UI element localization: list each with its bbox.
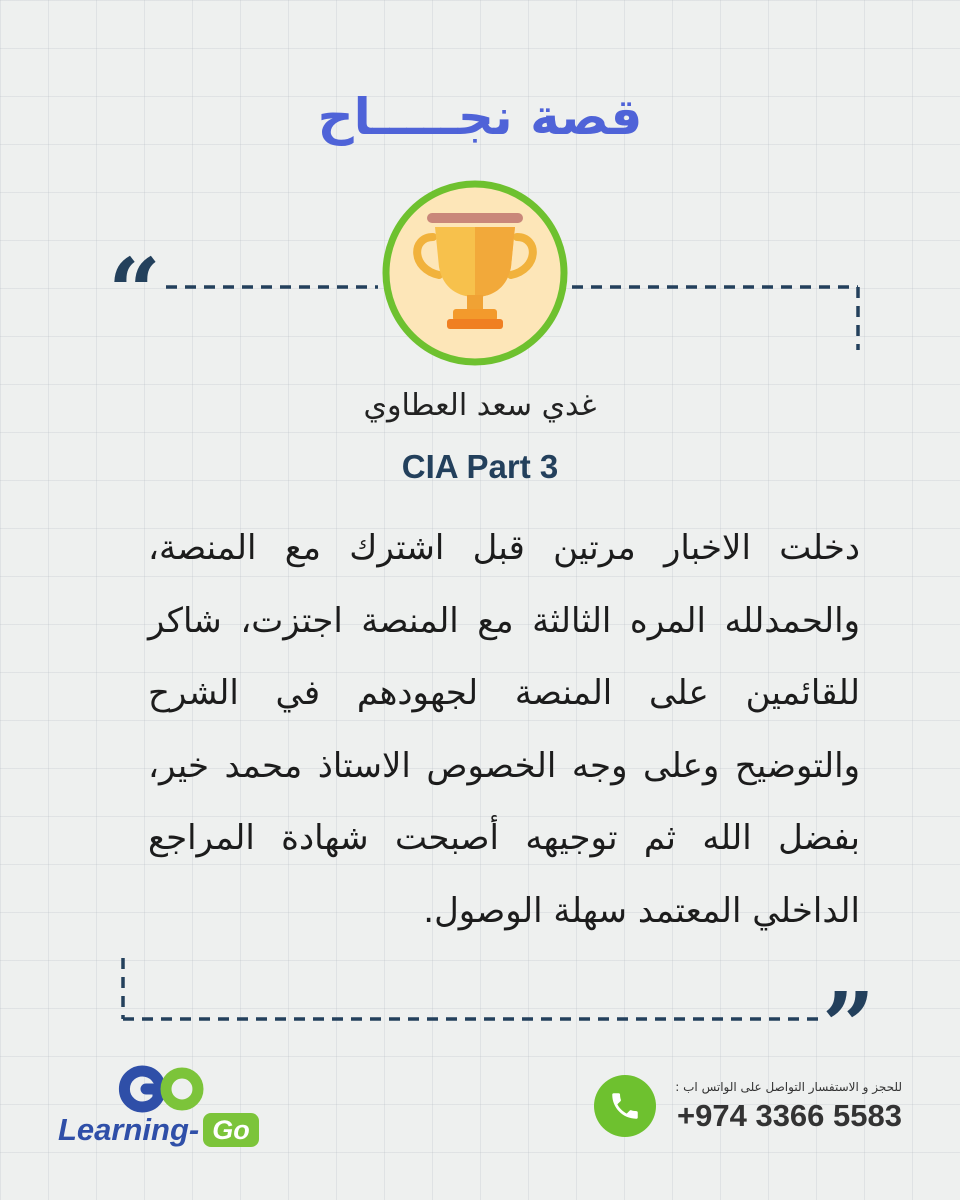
page-title: قصة نجـــــاح [317,88,643,146]
close-quote-icon: ” [822,972,875,1080]
student-name: غدي سعد العطاوي [363,388,597,423]
whatsapp-contact-button[interactable] [594,1075,656,1137]
logo-text: Learning- [58,1112,200,1147]
phone-icon [608,1089,642,1123]
course-title: CIA Part 3 [401,448,559,485]
brand-logo [58,1112,259,1148]
go-logo-icon [124,1071,198,1107]
contact-phone-number[interactable]: +974 3366 5583 [677,1098,902,1133]
logo-badge: Go [203,1113,259,1147]
contact-label: للحجز و الاستفسار التواصل على الواتس اب : [675,1080,902,1094]
open-quote-icon: “ [108,238,161,346]
trophy-badge [381,179,569,367]
testimonial-text: دخلت الاخبار مرتين قبل اشترك مع المنصة، والحمدلله المره الثالثة مع المنصة اجتزت، شاكر للقائمين على المنصة لجهودهم في الشرح والتوضيح وعلى وجه الخصوص الاستاذ محمد خير، بفضل الله ثم توجيهه أصبحت شهادة المراجع الداخلي المعتمد سهلة الوصول. [148,528,860,931]
trophy-icon [381,179,569,367]
